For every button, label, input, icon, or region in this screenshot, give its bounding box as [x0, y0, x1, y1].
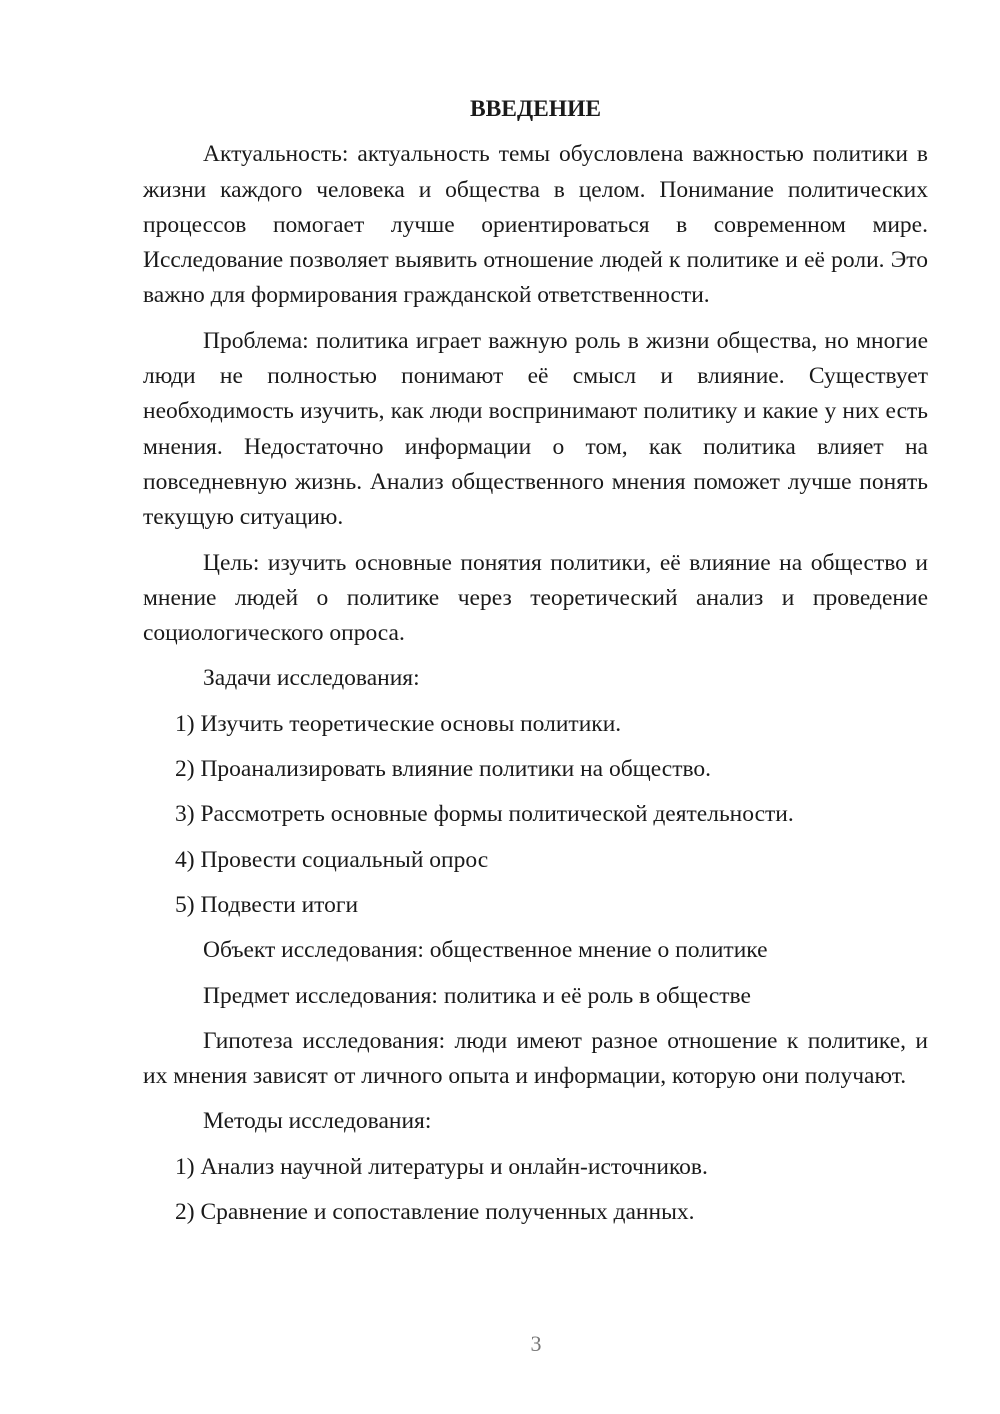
hypothesis-paragraph: Гипотеза исследования: люди имеют разное отношение к политике, и их мнения зависят от личного опыта и информации, которую они получают. [143, 1027, 928, 1090]
task-item: 4) Провести социальный опрос [175, 846, 489, 873]
research-subject: Предмет исследования: политика и её роль в обществе [203, 982, 751, 1009]
page-number: 3 [530, 1331, 542, 1356]
relevance-paragraph: Актуальность: актуальность темы обусловлена важностью политики в жизни каждого человека и общества в целом. Понимание политических процессов помогает лучше ориентироваться в современном мире. Исследование позволяет выявить отношение людей к политике и её роли. Это важно для формирования гражданской ответственности. [143, 141, 928, 309]
methods-heading: Методы исследования: [203, 1108, 432, 1135]
task-item: 5) Подвести итоги [175, 891, 359, 918]
method-item: 1) Анализ научной литературы и онлайн-источников. [175, 1153, 708, 1180]
task-item: 1) Изучить теоретические основы политики. [175, 710, 622, 737]
document-body [143, 92, 928, 1240]
research-object: Объект исследования: общественное мнение о политике [203, 937, 768, 964]
method-item: 2) Сравнение и сопоставление полученных данных. [175, 1199, 695, 1226]
goal-paragraph: Цель: изучить основные понятия политики, её влияние на общество и мнение людей о политике через теоретический анализ и проведение социологического опроса. [143, 549, 928, 647]
task-item: 3) Рассмотреть основные формы политической деятельности. [175, 801, 794, 828]
task-item: 2) Проанализировать влияние политики на общество. [175, 756, 712, 783]
section-title: ВВЕДЕНИЕ [469, 96, 602, 122]
problem-paragraph: Проблема: политика играет важную роль в жизни общества, но многие люди не полностью понимают её смысл и влияние. Существует необходимость изучить, как люди воспринимают политику и какие у них есть мнения. Недостаточно информации о том, как политика влияет на повседневную жизнь. Анализ общественного мнения поможет лучше понять текущую ситуацию. [143, 327, 928, 531]
tasks-heading: Задачи исследования: [203, 665, 420, 692]
